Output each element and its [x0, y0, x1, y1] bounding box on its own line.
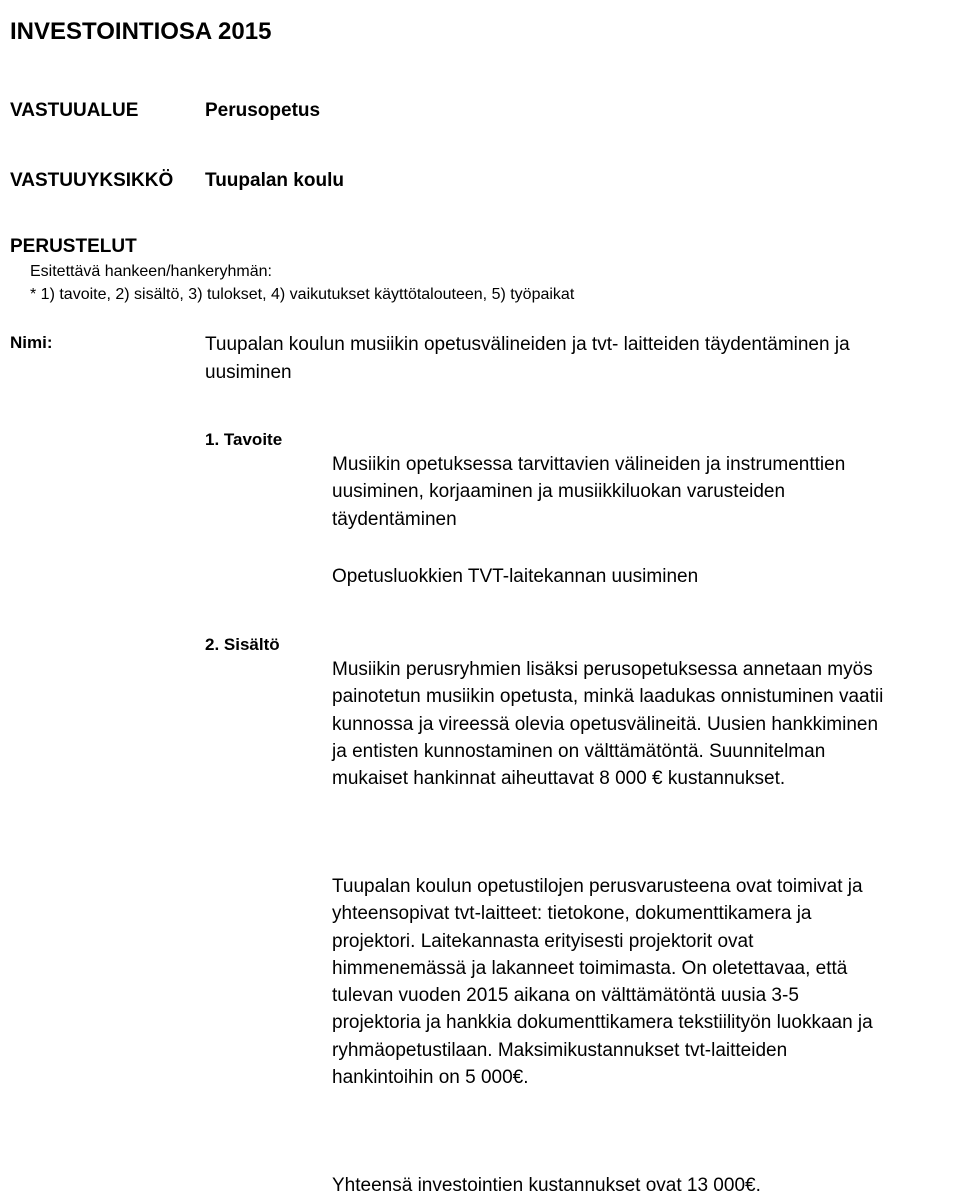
- name-label: Nimi:: [10, 333, 53, 352]
- goal-label: 1. Tavoite: [205, 430, 283, 449]
- content-label: 2. Sisältö: [205, 635, 280, 654]
- goal-paragraph: Musiikin opetuksessa tarvittavien välineiden ja instrumenttien uusiminen, korjaaminen ja musiikkiluokan varusteiden täydentäminen: [332, 454, 846, 530]
- document-title: INVESTOINTIOSA 2015: [10, 18, 272, 45]
- project-name: Tuupalan koulun musiikin opetusvälineiden ja tvt- laitteiden täydentäminen ja uusiminen: [205, 334, 850, 383]
- responsibility-area-value: Perusopetus: [205, 100, 321, 121]
- content-paragraph: Musiikin perusryhmien lisäksi perusopetuksessa annetaan myös painotetun musiikin opetusta, minkä laadukas onnistuminen vaatii kunnossa ja vireessä olevia opetusvälineitä. Uusien hankkiminen ja entisten kunnostaminen on välttämätöntä. Suunnitelman mukaiset hankinnat aiheuttavat 8 000 € kustannukset.: [332, 659, 884, 790]
- responsibility-unit-label: VASTUUYKSIKKÖ: [10, 170, 174, 191]
- total-cost-paragraph: Yhteensä investointien kustannukset ovat 13 000€.: [332, 1175, 761, 1196]
- basis-heading: PERUSTELUT: [10, 236, 137, 257]
- goal-paragraph: Opetusluokkien TVT-laitekannan uusiminen: [332, 566, 699, 587]
- basis-instruction: Esitettävä hankeen/hankeryhmän:: [30, 263, 272, 280]
- responsibility-unit-value: Tuupalan koulu: [205, 170, 344, 191]
- content-paragraph: Tuupalan koulun opetustilojen perusvarusteena ovat toimivat ja yhteensopivat tvt-laitteet: tietokone, dokumenttikamera ja projektori. Laitekannasta erityisesti projektorit ovat himmenemässä ja lakanneet toimimasta. On oletettavaa, että tulevan vuoden 2015 aikana on välttämätöntä uusia 3-5 projektoria ja hankkia dokumenttikamera tekstiilityön luokkaan ja ryhmäopetustilaan. Maksimikustannukset tvt-laitteiden hankintoihin on 5 000€.: [332, 876, 873, 1089]
- basis-criteria: * 1) tavoite, 2) sisältö, 3) tulokset, 4) vaikutukset käyttötalouteen, 5) työpaikat: [30, 286, 575, 303]
- responsibility-area-label: VASTUUALUE: [10, 100, 139, 121]
